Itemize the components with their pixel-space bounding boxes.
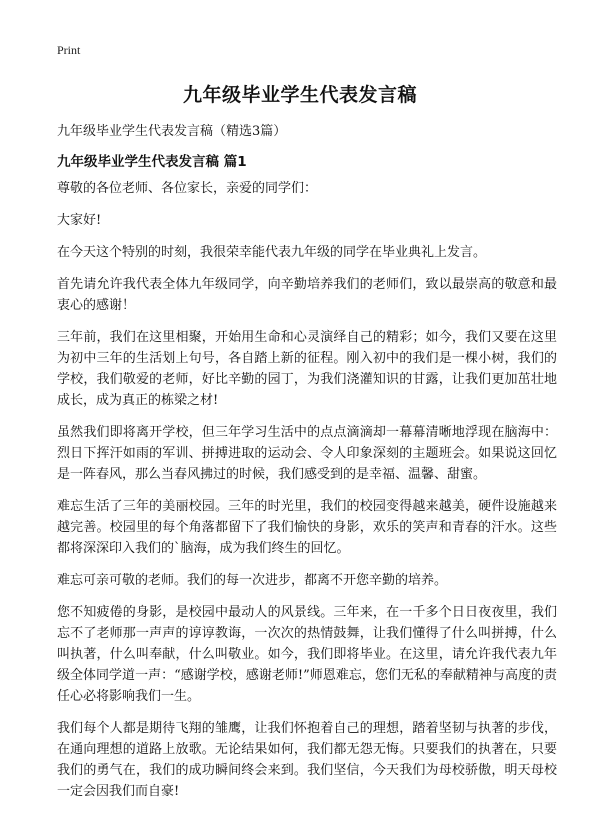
- speech-body: [57, 178, 557, 813]
- paragraph-salutation: 尊敬的各位老师、各位家长，亲爱的同学们：: [57, 181, 318, 196]
- paragraph: 首先请允许我代表全体九年级同学，向辛勤培养我们的老师们，致以最崇高的敬意和最衷心的感谢！: [57, 277, 557, 313]
- paragraph: 在今天这个特别的时刻，我很荣幸能代表九年级的同学在毕业典礼上发言。: [57, 245, 487, 260]
- page-title: 九年级毕业学生代表发言稿: [182, 84, 417, 106]
- paragraph: 三年前，我们在这里相聚，开始用生命和心灵演绎自己的精彩；如今，我们又要在这里为初中三年的生活划上句号，各自踏上新的征程。刚入初中的我们是一棵小树，我们的学校，我们敬爱的老师，好比辛勤的园丁，为我们浇灌知识的甘露，让我们更加茁壮地成长，成为真正的栋梁之材!: [57, 330, 557, 408]
- paragraph: 您不知疲倦的身影，是校园中最动人的风景线。三年来，在一千多个日日夜夜里，我们忘不了老师那一声声的谆谆教诲，一次次的热情鼓舞，让我们懂得了什么叫拼搏，什么叫执著，什么叫奉献，什么叫敬业。如今，我们即将毕业。在这里，请允许我代表九年级全体同学道一声：“感谢学校，感谢老师!”师恩难忘，您们无私的奉献精神与高度的责任心必将影响我们一生。: [57, 605, 557, 704]
- paragraph: 我们每个人都是期待飞翔的雏鹰，让我们怀抱着自己的理想，踏着坚韧与执著的步伐，在通向理想的道路上放歌。无论结果如何，我们都无怨无悔。只要我们的执著在，只要我们的勇气在，我们的成功瞬间终会来到。我们坚信，今天我们为母校骄傲，明天母校一定会因我们而自豪!: [57, 721, 557, 799]
- paragraph: 虽然我们即将离开学校，但三年学习生活中的点点滴滴却一幕幕清晰地浮现在脑海中：烈日下挥汗如雨的军训、拼搏进取的运动会、令人印象深刻的主题班会。如果说这回忆是一阵春风，那么当春风拂过的时候，我们感受到的是幸福、温馨、甜蜜。: [57, 425, 557, 482]
- document-subtitle: 九年级毕业学生代表发言稿（精选3篇）: [57, 124, 287, 139]
- paragraph: 难忘生活了三年的美丽校园。三年的时光里，我们的校园变得越来越美，硬件设施越来越完善。校园里的每个角落都留下了我们愉快的身影，欢乐的笑声和青春的汗水。这些都将深深印入我们的`脑海，成为我们终生的回忆。: [57, 499, 557, 556]
- section-heading: 九年级毕业学生代表发言稿 篇1: [57, 154, 247, 170]
- paragraph: 难忘可亲可敬的老师。我们的每一次进步，都离不开您辛勤的培养。: [57, 573, 448, 588]
- paragraph-greeting: 大家好!: [57, 213, 102, 228]
- print-link[interactable]: Print: [57, 43, 81, 57]
